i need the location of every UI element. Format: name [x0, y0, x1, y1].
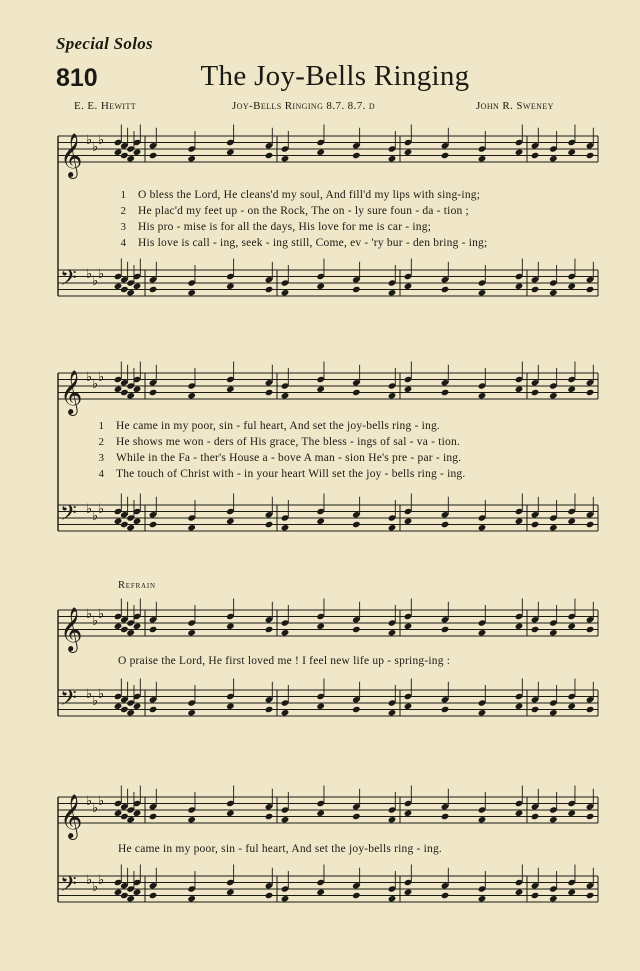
note-head	[352, 286, 361, 293]
note-head	[316, 889, 325, 896]
flat-sign: ♭	[92, 880, 99, 895]
note-head	[531, 286, 540, 293]
note-head	[515, 283, 524, 290]
note-head	[478, 895, 487, 902]
note-head	[265, 389, 274, 396]
note-head	[388, 155, 397, 162]
tune-credit: Joy-Bells Ringing 8.7. 8.7. d	[232, 100, 376, 112]
note-head	[226, 889, 235, 896]
note-head	[515, 889, 524, 896]
note-head	[187, 629, 196, 636]
note-head	[404, 518, 413, 525]
section-label: Special Solos	[56, 34, 153, 53]
flat-sign: ♭	[86, 687, 93, 702]
note-head	[586, 152, 595, 159]
verse-number: 2	[98, 436, 104, 448]
note-head	[316, 283, 325, 290]
note-head	[316, 386, 325, 393]
flat-sign: ♭	[98, 502, 105, 517]
note-head	[133, 518, 142, 525]
note-head	[549, 289, 558, 296]
flat-sign: ♭	[98, 370, 105, 385]
flat-sign: ♭	[86, 370, 93, 385]
note-head	[187, 895, 196, 902]
note-head	[281, 392, 290, 399]
note-head	[226, 283, 235, 290]
note-head	[352, 706, 361, 713]
bass-clef: 𝄢	[60, 872, 77, 902]
note-head	[226, 623, 235, 630]
note-head	[149, 706, 158, 713]
note-head	[281, 155, 290, 162]
flat-sign: ♭	[86, 502, 93, 517]
lyric-line: His pro - mise is for all the days, His love for me is car - ing;	[138, 221, 432, 233]
verse-number: 1	[98, 420, 104, 432]
note-head	[478, 524, 487, 531]
note-head	[388, 289, 397, 296]
note-head	[567, 810, 576, 817]
flat-sign: ♭	[98, 133, 105, 148]
treble-clef: 𝄞	[60, 133, 83, 177]
flat-sign: ♭	[86, 607, 93, 622]
note-head	[133, 386, 142, 393]
note-head	[120, 152, 129, 159]
note-head	[126, 895, 135, 902]
note-head	[126, 629, 135, 636]
note-head	[281, 895, 290, 902]
flat-sign: ♭	[98, 873, 105, 888]
hymn-number: 810	[56, 64, 98, 92]
note-head	[441, 706, 450, 713]
verse-number: 1	[120, 189, 126, 201]
note-head	[515, 149, 524, 156]
note-head	[316, 518, 325, 525]
lyric-line: The touch of Christ with - in your heart Will set the joy - bells ring - ing.	[116, 468, 466, 480]
treble-clef: 𝄞	[60, 794, 83, 838]
note-head	[549, 629, 558, 636]
note-head	[133, 810, 142, 817]
note-head	[404, 889, 413, 896]
note-head	[281, 816, 290, 823]
note-head	[388, 629, 397, 636]
note-head	[586, 813, 595, 820]
note-head	[404, 149, 413, 156]
note-head	[265, 286, 274, 293]
note-head	[149, 813, 158, 820]
note-head	[114, 623, 123, 630]
note-head	[586, 626, 595, 633]
note-head	[265, 521, 274, 528]
note-head	[265, 813, 274, 820]
treble-clef: 𝄞	[60, 370, 83, 414]
note-head	[126, 289, 135, 296]
note-head	[404, 810, 413, 817]
note-head	[441, 892, 450, 899]
note-head	[187, 709, 196, 716]
note-head	[126, 816, 135, 823]
note-head	[120, 521, 129, 528]
note-head	[388, 816, 397, 823]
note-head	[404, 283, 413, 290]
note-head	[567, 703, 576, 710]
note-head	[149, 521, 158, 528]
note-head	[187, 524, 196, 531]
flat-sign: ♭	[92, 509, 99, 524]
note-head	[478, 155, 487, 162]
note-head	[531, 892, 540, 899]
note-head	[149, 152, 158, 159]
note-head	[441, 389, 450, 396]
note-head	[441, 521, 450, 528]
bass-clef: 𝄢	[60, 686, 77, 716]
note-head	[549, 155, 558, 162]
note-head	[531, 389, 540, 396]
note-head	[478, 709, 487, 716]
lyric-line: His love is call - ing, seek - ing still, Come, ev - 'ry bur - den bring - ing;	[138, 237, 488, 249]
lyric-line: He shows me won - ders of His grace, The bless - ings of sal - va - tion.	[116, 436, 460, 448]
note-head	[404, 386, 413, 393]
note-head	[126, 155, 135, 162]
note-head	[133, 283, 142, 290]
note-head	[187, 392, 196, 399]
note-head	[441, 152, 450, 159]
note-head	[114, 518, 123, 525]
note-head	[567, 889, 576, 896]
note-head	[226, 386, 235, 393]
lyric-line: While in the Fa - ther's House a - bove A man - sion He's pre - par - ing.	[116, 452, 462, 464]
note-head	[586, 706, 595, 713]
note-head	[187, 155, 196, 162]
flat-sign: ♭	[86, 267, 93, 282]
note-head	[549, 709, 558, 716]
lyric-line: O praise the Lord, He first loved me ! I feel new life up - spring-ing :	[118, 655, 451, 667]
note-head	[388, 392, 397, 399]
note-head	[133, 889, 142, 896]
note-head	[120, 706, 129, 713]
flat-sign: ♭	[98, 607, 105, 622]
note-head	[567, 386, 576, 393]
note-head	[388, 709, 397, 716]
note-head	[549, 895, 558, 902]
note-head	[352, 152, 361, 159]
note-head	[352, 626, 361, 633]
author-credit: E. E. Hewitt	[74, 100, 137, 112]
note-head	[126, 524, 135, 531]
note-head	[388, 524, 397, 531]
verse-number: 4	[120, 237, 126, 249]
note-head	[265, 892, 274, 899]
note-head	[120, 286, 129, 293]
note-head	[226, 149, 235, 156]
flat-sign: ♭	[92, 274, 99, 289]
note-head	[316, 810, 325, 817]
flat-sign: ♭	[86, 133, 93, 148]
verse-number: 2	[120, 205, 126, 217]
note-head	[478, 289, 487, 296]
bass-clef: 𝄢	[60, 266, 77, 296]
lyric-line: He plac'd my feet up - on the Rock, The on - ly sure foun - da - tion ;	[138, 205, 469, 217]
note-head	[515, 518, 524, 525]
note-head	[441, 813, 450, 820]
flat-sign: ♭	[92, 694, 99, 709]
flat-sign: ♭	[98, 794, 105, 809]
hymn-title: The Joy-Bells Ringing	[200, 60, 470, 92]
note-head	[133, 703, 142, 710]
note-head	[567, 623, 576, 630]
note-head	[352, 521, 361, 528]
note-head	[478, 629, 487, 636]
lyric-line: He came in my poor, sin - ful heart, And set the joy-bells ring - ing.	[116, 420, 440, 432]
flat-sign: ♭	[86, 873, 93, 888]
note-head	[120, 626, 129, 633]
flat-sign: ♭	[92, 801, 99, 816]
note-head	[549, 392, 558, 399]
note-head	[441, 286, 450, 293]
refrain-label: Refrain	[118, 580, 156, 591]
verse-number: 4	[98, 468, 104, 480]
note-head	[114, 703, 123, 710]
note-head	[515, 386, 524, 393]
note-head	[265, 706, 274, 713]
note-head	[149, 626, 158, 633]
note-head	[281, 524, 290, 531]
note-head	[226, 810, 235, 817]
flat-sign: ♭	[92, 377, 99, 392]
note-head	[549, 816, 558, 823]
note-head	[114, 386, 123, 393]
verse-number: 3	[120, 221, 126, 233]
composer-credit: John R. Sweney	[476, 100, 554, 112]
note-head	[265, 626, 274, 633]
note-head	[352, 389, 361, 396]
note-head	[515, 623, 524, 630]
note-head	[316, 623, 325, 630]
note-head	[531, 152, 540, 159]
treble-clef: 𝄞	[60, 607, 83, 651]
note-head	[404, 623, 413, 630]
note-head	[120, 892, 129, 899]
note-head	[133, 149, 142, 156]
note-head	[226, 518, 235, 525]
note-head	[114, 889, 123, 896]
note-head	[515, 810, 524, 817]
bass-clef: 𝄢	[60, 501, 77, 531]
note-head	[586, 286, 595, 293]
note-head	[114, 283, 123, 290]
note-head	[149, 286, 158, 293]
note-head	[352, 813, 361, 820]
note-head	[531, 626, 540, 633]
note-head	[531, 706, 540, 713]
note-head	[531, 813, 540, 820]
note-head	[281, 709, 290, 716]
note-head	[352, 892, 361, 899]
note-head	[265, 152, 274, 159]
note-head	[515, 703, 524, 710]
note-head	[586, 892, 595, 899]
note-head	[567, 518, 576, 525]
note-head	[120, 389, 129, 396]
verse-number: 3	[98, 452, 104, 464]
lyric-line: O bless the Lord, He cleans'd my soul, And fill'd my lips with sing-ing;	[138, 189, 481, 201]
note-head	[567, 283, 576, 290]
note-head	[586, 389, 595, 396]
note-head	[133, 623, 142, 630]
note-head	[567, 149, 576, 156]
note-head	[531, 521, 540, 528]
note-head	[187, 289, 196, 296]
note-head	[316, 703, 325, 710]
note-head	[478, 392, 487, 399]
note-head	[316, 149, 325, 156]
flat-sign: ♭	[86, 794, 93, 809]
note-head	[149, 389, 158, 396]
note-head	[586, 521, 595, 528]
flat-sign: ♭	[92, 614, 99, 629]
note-head	[549, 524, 558, 531]
lyric-line: He came in my poor, sin - ful heart, And set the joy-bells ring - ing.	[118, 843, 442, 855]
note-head	[478, 816, 487, 823]
note-head	[281, 629, 290, 636]
note-head	[114, 149, 123, 156]
flat-sign: ♭	[92, 140, 99, 155]
note-head	[441, 626, 450, 633]
note-head	[114, 810, 123, 817]
note-head	[388, 895, 397, 902]
note-head	[226, 703, 235, 710]
note-head	[126, 392, 135, 399]
note-head	[404, 703, 413, 710]
flat-sign: ♭	[98, 687, 105, 702]
note-head	[126, 709, 135, 716]
note-head	[120, 813, 129, 820]
note-head	[281, 289, 290, 296]
note-head	[149, 892, 158, 899]
note-head	[187, 816, 196, 823]
flat-sign: ♭	[98, 267, 105, 282]
